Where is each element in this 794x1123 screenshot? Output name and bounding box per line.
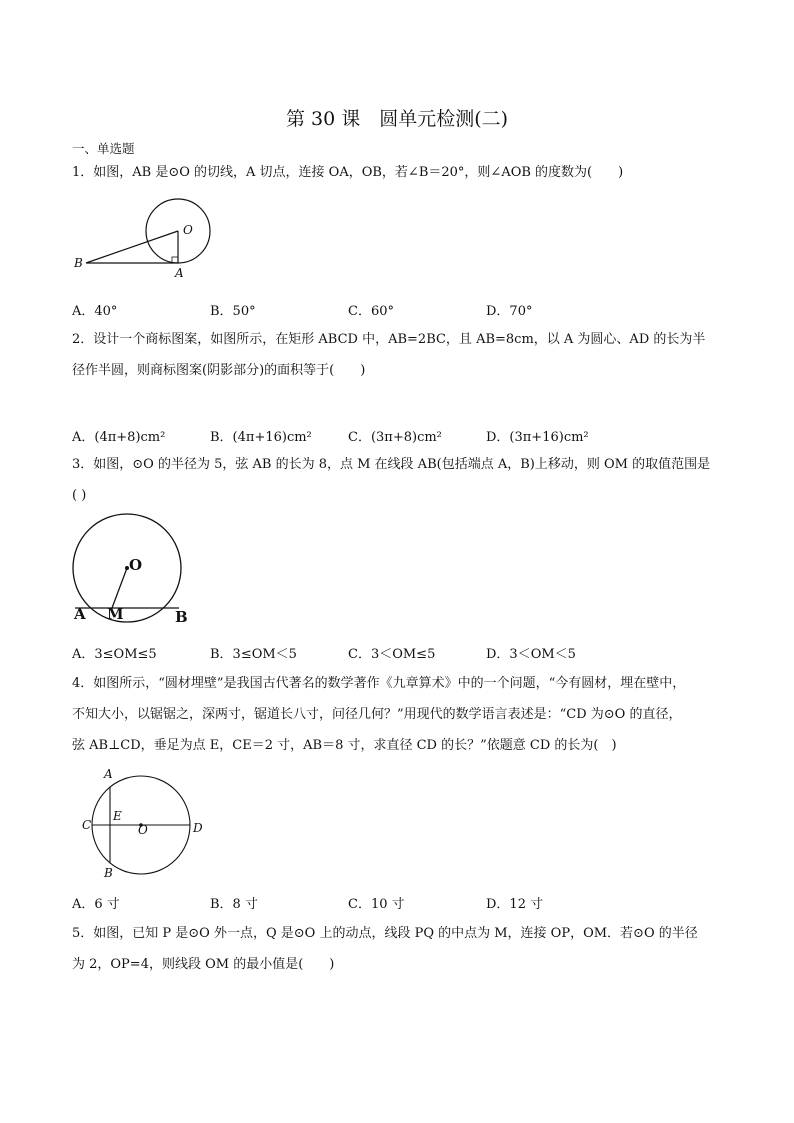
q4-label-A: A [104,767,113,781]
section-heading: 一、单选题 [72,141,135,156]
q3-segment-OM [112,568,127,608]
question-3-line-1: 3．如图，⊙O 的半径为 5，弦 AB 的长为 8，点 M 在线段 AB(包括端点 A，B)上移动，则 OM 的取值范围是 [72,457,711,472]
q1-label-O: O [183,223,193,237]
question-4-line-3: 弦 AB⊥CD，垂足为点 E，CE＝2 寸，AB＝8 寸，求直径 CD 的长？”依题意 CD 的长为( ) [72,738,617,753]
question-2-line-1: 2．设计一个商标图案，如图所示，在矩形 ABCD 中，AB=2BC，且 AB=8cm，以 A 为圆心、AD 的长为半 [72,332,706,347]
q3-option-a: A．3≤OM≤5 [72,647,157,662]
q3-option-b: B．3≤OM＜5 [210,647,297,662]
q1-label-A: A [175,266,184,280]
q4-label-C: C [82,818,92,832]
q3-option-d: D．3＜OM＜5 [486,647,576,662]
q3-option-c: C．3＜OM≤5 [348,647,436,662]
q4-label-O: O [138,823,148,837]
q4-label-E: E [113,809,122,823]
q4-option-c: C．10 寸 [348,897,405,912]
question-1-stem: 1．如图，AB 是⊙O 的切线，A 切点，连接 OA，OB，若∠B＝20°，则∠AOB 的度数为( ) [72,165,624,180]
q2-option-c: C．(3π+8)cm² [348,430,442,445]
question-4-line-2: 不知大小，以锯锯之，深两寸，锯道长八寸，问径几何？”用现代的数学语言表述是：“CD 为⊙O 的直径， [72,707,682,722]
q4-option-d: D．12 寸 [486,897,544,912]
q1-label-B: B [74,256,83,270]
q1-segment-BO [86,231,178,263]
q4-label-D: D [193,821,203,835]
q1-option-b: B．50° [210,304,256,319]
q3-label-A: A [74,605,86,623]
q4-label-B: B [104,866,113,880]
q1-option-c: C．60° [348,304,394,319]
question-3-line-2: ( ) [72,488,87,503]
question-1-figure [80,195,220,285]
q2-option-a: A．(4π+8)cm² [72,430,166,445]
question-2-line-2: 径作半圆，则商标图案(阴影部分)的面积等于( ) [72,363,366,378]
question-5-line-2: 为 2，OP=4，则线段 OM 的最小值是( ) [72,957,335,972]
q2-option-b: B．(4π+16)cm² [210,430,312,445]
q2-option-d: D．(3π+16)cm² [486,430,589,445]
q4-option-b: B．8 寸 [210,897,258,912]
q1-option-d: D．70° [486,304,533,319]
question-4-line-1: 4．如图所示，“圆材埋壁”是我国古代著名的数学著作《九章算术》中的一个问题，“今有圆材，埋在壁中， [72,676,686,691]
page-title: 第 30 课 圆单元检测(二) [285,108,509,130]
question-5-line-1: 5．如图，已知 P 是⊙O 外一点，Q 是⊙O 上的动点，线段 PQ 的中点为 M，连接 OP，OM．若⊙O 的半径 [72,926,698,941]
q3-label-M: M [107,605,124,623]
q4-option-a: A．6 寸 [72,897,120,912]
q3-label-B: B [175,608,188,626]
q1-option-a: A．40° [72,304,118,319]
q3-label-O: O [129,556,143,574]
